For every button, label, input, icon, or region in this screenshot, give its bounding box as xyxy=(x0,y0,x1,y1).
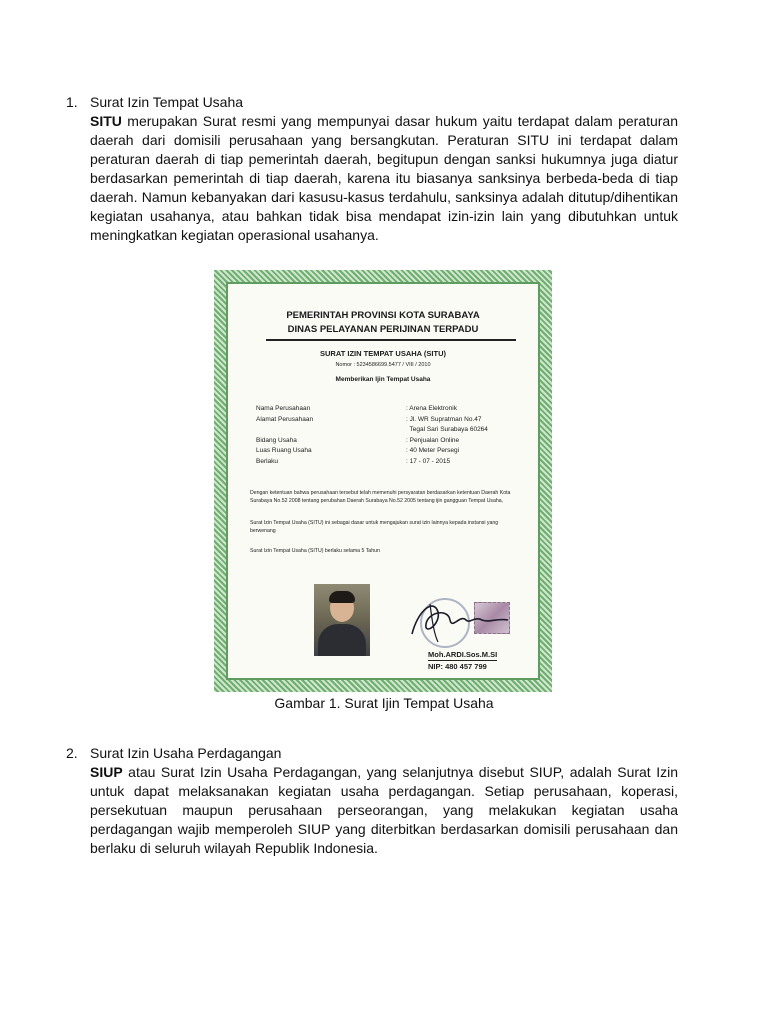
bold-term: SITU xyxy=(90,113,122,129)
certificate-validity: Surat Izin Tempat Usaha (SITU) berlaku selama 5 Tahun xyxy=(250,548,380,554)
paragraph-text: merupakan Surat resmi yang mempunyai dasar hukum yaitu terdapat dalam peraturan daerah dari domisili perusahaan yang bersangkutan. Peraturan SITU ini terdapat dalam peraturan daerah di tiap pemerintah daerah, begitupun dengan sanksi hukumnya juga diatur berdasarkan pemerintah di tiap daerah, karena itu biasanya sanksinya berbeda-beda di tiap daerah. Namun kebanyakan dari kasusu-kasus terdahulu, sanksinya adalah ditutup/dihentikan kegiatan usahanya, atau bahkan tidak bisa mendapat izin-izin lain yang dibutuhkan untuk meningkatkan kegiatan operasional usahanya. xyxy=(90,113,678,243)
bold-term: SIUP xyxy=(90,764,123,780)
signer-nip: NIP: 480 457 799 xyxy=(428,662,487,671)
field-row xyxy=(256,425,526,436)
field-label: Bidang Usaha xyxy=(256,436,297,444)
list-item-siup xyxy=(66,744,678,858)
certificate-note: Surat Izin Tempat Usaha (SITU) ini sebagai dasar untuk mengajukan surat izin lainnya kepada instansi yang berwenang xyxy=(250,520,499,534)
item-heading xyxy=(66,93,678,112)
signer-name: Moh.ARDI.Sos.M.SI xyxy=(428,650,498,659)
field-value: : Penjualan Online xyxy=(406,436,460,444)
field-row xyxy=(256,446,526,457)
figure-caption: Gambar 1. Surat Ijin Tempat Usaha xyxy=(274,695,494,711)
field-label: Nama Perusahaan xyxy=(256,405,311,412)
holder-photo xyxy=(314,584,370,656)
field-label: Berlaku xyxy=(256,457,279,465)
certificate-subtitle: SURAT IZIN TEMPAT USAHA (SITU) xyxy=(320,349,446,358)
field-value: : 17 - 07 - 2015 xyxy=(406,457,451,465)
certificate-body xyxy=(226,282,540,680)
field-value: Tegal Sari Surabaya 60264 xyxy=(406,426,488,434)
field-row xyxy=(256,415,526,426)
item-paragraph xyxy=(90,112,678,245)
field-row xyxy=(256,457,526,468)
field-label xyxy=(256,425,406,436)
field-value: : 40 Meter Persegi xyxy=(406,447,460,455)
paragraph-text: atau Surat Izin Usaha Perdagangan, yang selanjutnya disebut SIUP, adalah Surat Izin untuk dapat melaksanakan kegiatan usaha perdagangan. Setiap perusahaan, koperasi, persekutuan maupun perusahaan perseorangan, yang melakukan kegiatan usaha perdagangan wajib memperoleh SIUP yang diterbitkan berdasarkan domisili perusahaan dan berlaku di seluruh wilayah Republik Indonesia. xyxy=(90,764,678,856)
certificate-title-line1: PEMERINTAH PROVINSI KOTA SURABAYA xyxy=(286,310,480,321)
field-label: Luas Ruang Usaha xyxy=(256,447,312,455)
field-label: Alamat Perusahaan xyxy=(256,415,314,423)
certificate-number: Nomor : 5234586699.5477 / VIII / 2010 xyxy=(335,362,431,368)
field-row xyxy=(256,404,526,415)
certificate-grant-line: Memberikan Ijin Tempat Usaha xyxy=(335,376,431,383)
item-number: 2. xyxy=(66,745,78,761)
item-title: Surat Izin Tempat Usaha xyxy=(90,94,244,110)
field-row xyxy=(256,436,526,447)
title-divider xyxy=(266,339,516,341)
certificate-terms: Dengan ketentuan bahwa perusahaan tersebut telah memenuhi persyaratan berdasarkan ketentuan Daerah Kota Surabaya No.52 2008 tentang perubahan Daerah Surabaya No.52 2005 tentang ijin gangguan Tempat Usaha, xyxy=(250,490,511,504)
field-value: : Jl. WR Supratman No.47 xyxy=(406,415,482,423)
certificate-title-line2: DINAS PELAYANAN PERIJINAN TERPADU xyxy=(287,324,479,335)
item-paragraph xyxy=(90,763,678,858)
certificate-fields xyxy=(256,404,526,468)
item-title: Surat Izin Usaha Perdagangan xyxy=(90,745,282,761)
item-heading xyxy=(66,744,678,763)
situ-certificate-image xyxy=(214,270,552,692)
signature-image xyxy=(404,590,514,650)
list-item-situ xyxy=(66,93,678,245)
item-number: 1. xyxy=(66,94,78,110)
field-value: : Arena Elektronik xyxy=(406,405,457,412)
